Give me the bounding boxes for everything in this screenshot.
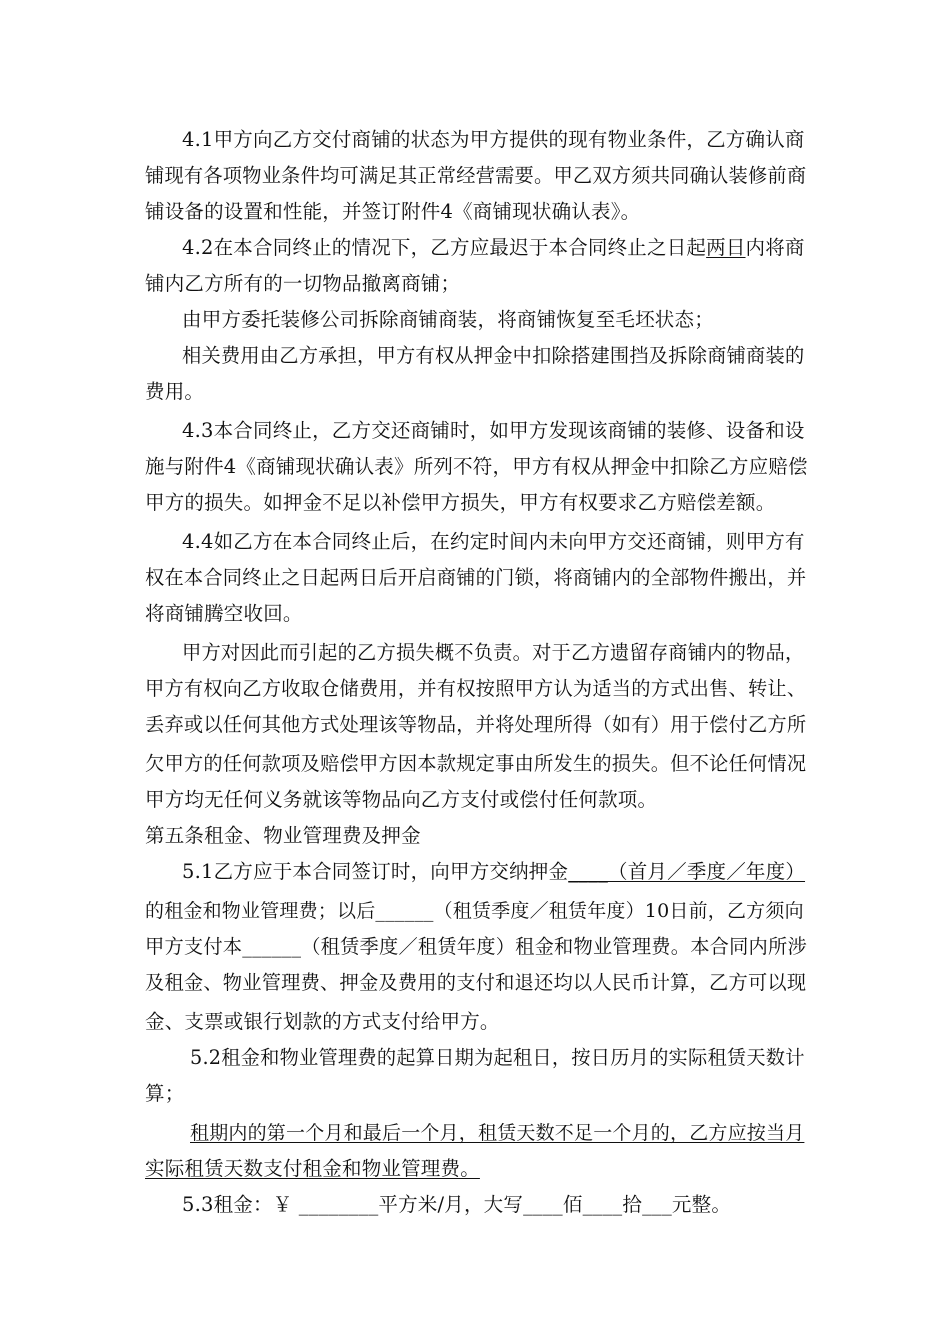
clause-4-3-line-2: 施与附件4《商铺现状确认表》所列不符，甲方有权从押金中扣除乙方应赔偿: [145, 455, 808, 478]
clause-5-2-line-3: 租期内的第一个月和最后一个月，租赁天数不足一个月的，乙方应按当月: [190, 1122, 805, 1144]
clause-5-1-line-3: 甲方支付本______（租赁季度／租赁年度）租金和物业管理费。本合同内所涉: [145, 935, 807, 958]
clause-4-4-line-6: 丢弃或以任何其他方式处理该等物品，并将处理所得（如有）用于偿付乙方所: [145, 713, 807, 736]
article-5-title: 第五条租金、物业管理费及押金: [145, 824, 421, 847]
clause-5-3-line-1: 5.3租金：￥ ________平方米/月，大写____佰____拾___元整。: [182, 1193, 732, 1216]
clause-4-4-line-3: 将商铺腾空收回。: [145, 602, 303, 625]
clause-4-2-line-2: 铺内乙方所有的一切物品撤离商铺；: [145, 272, 461, 295]
clause-4-4-line-4: 甲方对因此而引起的乙方损失概不负责。对于乙方遗留存商铺内的物品，: [182, 641, 805, 664]
clause-4-2-line-3: 由甲方委托装修公司拆除商铺商装，将商铺恢复至毛坯状态；: [182, 308, 714, 331]
two-days-underlined: 两日: [706, 236, 746, 259]
clause-5-2-line-1: 5.2租金和物业管理费的起算日期为起租日，按日历月的实际租赁天数计: [190, 1046, 805, 1069]
clause-4-4-line-8: 甲方均无任何义务就该等物品向乙方支付或偿付任何款项。: [145, 788, 658, 811]
clause-5-2-line-2: 算；: [145, 1082, 185, 1105]
clause-5-1-text-a: 5.1乙方应于本合同签订时，向甲方交纳押金: [182, 860, 569, 883]
clause-5-2-line-4: 实际租赁天数支付租金和物业管理费。: [145, 1157, 480, 1180]
deposit-period-underlined: ____（首月／季度／年度）: [568, 860, 806, 883]
clause-4-4-line-5: 甲方有权向乙方收取仓储费用，并有权按照甲方认为适当的方式出售、转让、: [145, 677, 807, 700]
clause-4-4-line-2: 权在本合同终止之日起两日后开启商铺的门锁，将商铺内的全部物件搬出，并: [145, 566, 807, 589]
clause-4-2-line-4: 相关费用由乙方承担，甲方有权从押金中扣除搭建围挡及拆除商铺商装的: [182, 344, 805, 367]
clause-4-1-line-2: 铺现有各项物业条件均可满足其正常经营需要。甲乙双方须共同确认装修前商: [145, 164, 807, 187]
clause-4-3-line-1: 4.3本合同终止，乙方交还商铺时，如甲方发现该商铺的装修、设备和设: [182, 419, 805, 442]
clause-4-2-line-5: 费用。: [145, 380, 205, 403]
clause-5-1-line-1: [182, 860, 805, 884]
clause-4-2-line-1: [182, 236, 805, 260]
clause-4-3-line-3: 甲方的损失。如押金不足以补偿甲方损失，甲方有权要求乙方赔偿差额。: [145, 491, 776, 514]
clause-5-1-line-5: 金、支票或银行划款的方式支付给甲方。: [145, 1010, 500, 1033]
clause-4-2-text-a: 4.2在本合同终止的情况下，乙方应最迟于本合同终止之日起: [182, 236, 707, 259]
clause-4-1-line-1: 4.1甲方向乙方交付商铺的状态为甲方提供的现有物业条件，乙方确认商: [182, 128, 805, 151]
clause-5-1-line-2: 的租金和物业管理费；以后______（租赁季度／租赁年度）10日前，乙方须向: [145, 900, 804, 922]
clause-4-1-line-3: 铺设备的设置和性能，并签订附件4《商铺现状确认表》。: [145, 200, 641, 223]
clause-4-4-line-1: 4.4如乙方在本合同终止后，在约定时间内未向甲方交还商铺，则甲方有: [182, 530, 805, 553]
clause-4-4-line-7: 欠甲方的任何款项及赔偿甲方因本款规定事由所发生的损失。但不论任何情况: [145, 752, 807, 775]
clause-4-2-text-b: 内将商: [745, 236, 805, 259]
clause-5-1-line-4: 及租金、物业管理费、押金及费用的支付和退还均以人民币计算，乙方可以现: [145, 971, 807, 994]
